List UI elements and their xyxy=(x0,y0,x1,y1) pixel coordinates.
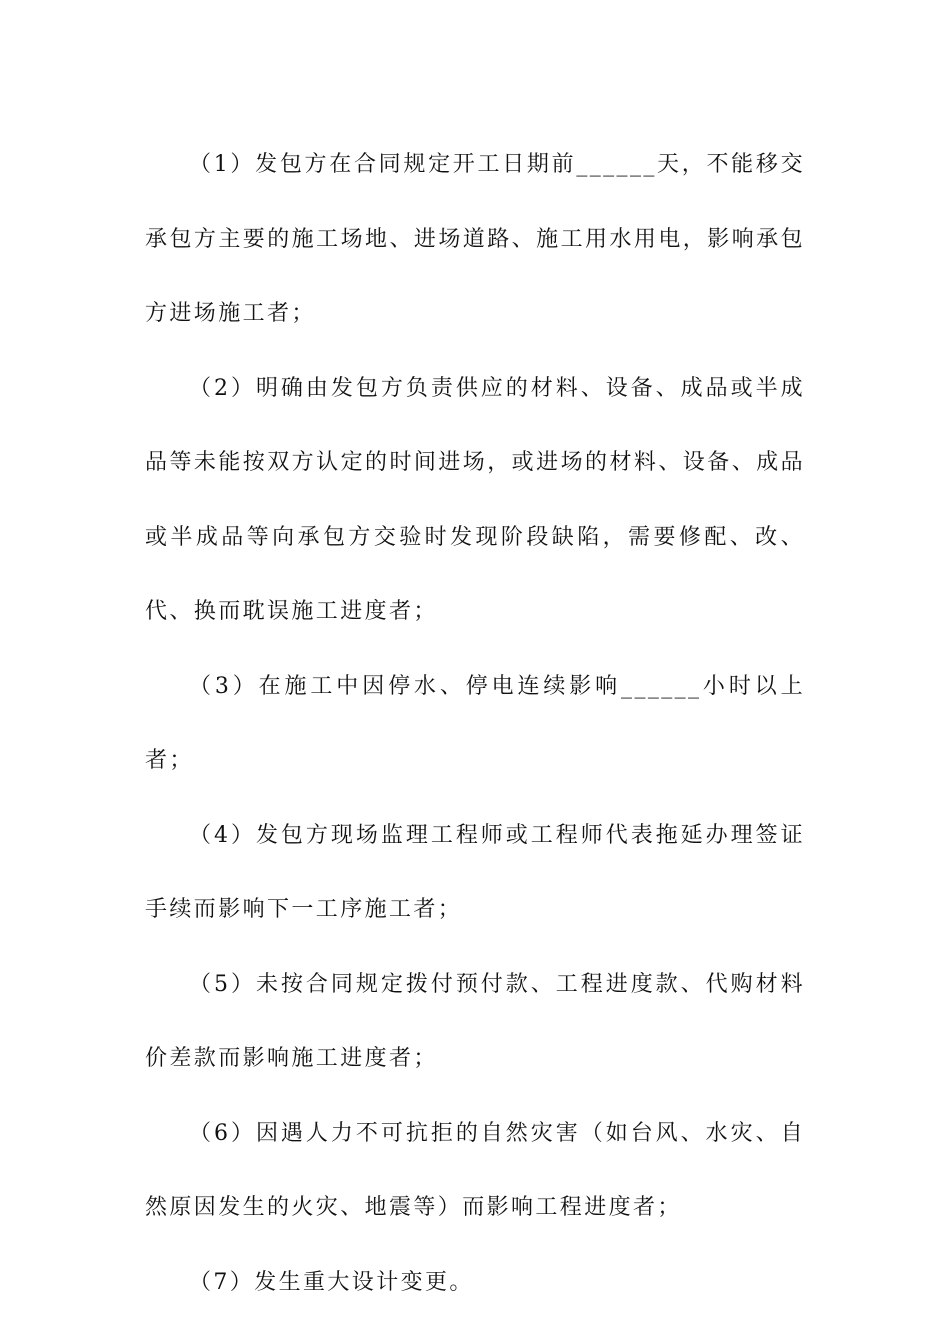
paragraph-4: （4）发包方现场监理工程师或工程师代表拖延办理签证手续而影响下一工序施工者； xyxy=(145,822,805,922)
paragraph-2: （2）明确由发包方负责供应的材料、设备、成品或半成品等未能按双方认定的时间进场，或进场的材料、设备、成品或半成品等向承包方交验时发现阶段缺陷，需要修配、改、代、换而耽误施工进度者； xyxy=(145,375,805,624)
document-body xyxy=(145,128,805,1320)
paragraph-7: （7）发生重大设计变更。 xyxy=(189,1269,474,1295)
paragraph-6: （6）因遇人力不可抗拒的自然灾害（如台风、水灾、自然原因发生的火灾、地震等）而影响工程进度者； xyxy=(145,1120,805,1220)
paragraph-3: （3）在施工中因停水、停电连续影响______小时以上者； xyxy=(145,673,805,773)
paragraph-1: （1）发包方在合同规定开工日期前______天，不能移交承包方主要的施工场地、进场道路、施工用水用电，影响承包方进场施工者； xyxy=(145,152,805,326)
paragraph-5: （5）未按合同规定拨付预付款、工程进度款、代购材料价差款而影响施工进度者； xyxy=(145,971,805,1071)
